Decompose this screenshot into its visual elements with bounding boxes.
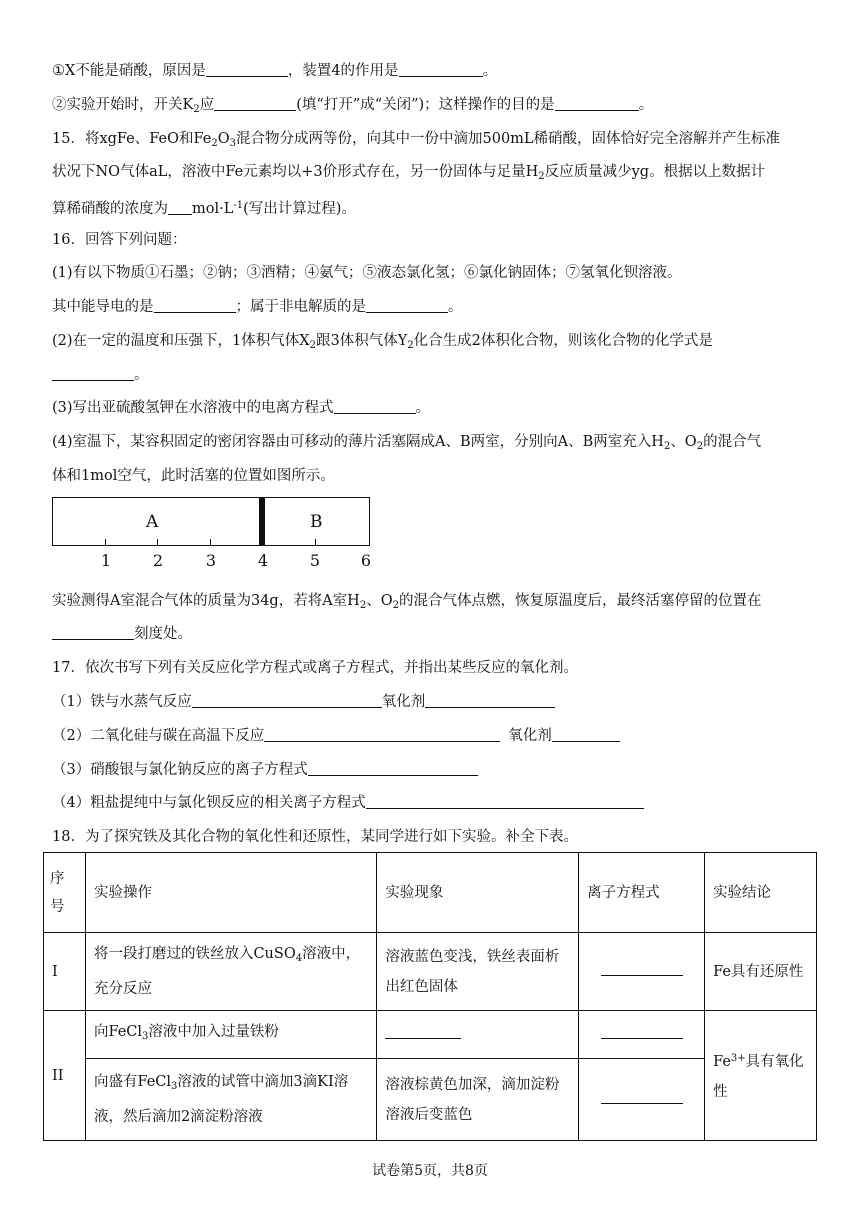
phenomenon-cell: [377, 933, 579, 1011]
operation-cell: [85, 1011, 376, 1059]
tick-label: 1: [100, 551, 112, 570]
cell-text: 性: [713, 1084, 728, 1100]
q16-text: 。: [448, 299, 463, 315]
row-number: I: [44, 933, 86, 1011]
answer-blank[interactable]: [264, 727, 500, 742]
answer-blank[interactable]: [154, 298, 236, 313]
answer-blank[interactable]: [206, 62, 288, 77]
cell-text: 溶液后变蓝色: [385, 1106, 473, 1123]
q16-text: (3)写出亚硫酸氢钾在水溶液中的电离方程式: [52, 400, 334, 416]
answer-blank[interactable]: [366, 298, 448, 313]
header-cell-operation: [85, 853, 376, 933]
subscript: 2: [407, 340, 414, 351]
q15-line-2: [52, 162, 765, 187]
answer-blank[interactable]: [168, 200, 192, 215]
q17-text: （4）粗盐提纯中与氯化钡反应的相关离子方程式: [52, 795, 366, 811]
q16-part-1b: [52, 297, 463, 317]
q15-line-3: [52, 196, 356, 219]
q16-part-4: [52, 432, 761, 457]
cell-text: 充分反应: [93, 981, 152, 997]
tick-label: 2: [152, 551, 164, 570]
subscript: 2: [696, 441, 704, 452]
q16-heading: 16．回答下列问题：: [52, 232, 187, 248]
cell-text: 溶液蓝色变浅，铁丝表面析: [385, 948, 560, 965]
q16-part-5b: [52, 624, 192, 644]
answer-blank[interactable]: [308, 761, 478, 776]
q14-line-2: [52, 95, 653, 120]
q17-item-4: [52, 793, 644, 813]
answer-blank[interactable]: [555, 96, 639, 111]
q16-text: 、O: [670, 434, 697, 450]
chamber-a-label: A: [146, 512, 159, 532]
q16-text: (2)在一定的温度和压强下，1体积气体X: [52, 333, 310, 349]
q16-part-5: [52, 591, 761, 616]
answer-blank[interactable]: [399, 62, 483, 77]
table-row: [44, 1011, 817, 1059]
q17-item-3: [52, 760, 478, 780]
q15-text: 混合物分成两等份，向其中一份中滴加500mL稀硝酸，固体恰好完全溶解并产生标准: [236, 131, 781, 147]
q16-part-4b: 体和1mol空气，此时活塞的位置如图所示。: [52, 468, 335, 484]
q15-text: O: [217, 131, 230, 147]
q16-text: ；属于非电解质的是: [235, 299, 366, 315]
table-row: [44, 1059, 817, 1141]
cell-text: 溶液棕黄色加深，滴加淀粉: [385, 1076, 560, 1093]
answer-blank[interactable]: [334, 399, 416, 414]
q16-part-2: [52, 331, 713, 356]
piston-bar: [259, 497, 265, 546]
q17-text: 氧化剂: [381, 694, 426, 710]
table-header-row: [44, 853, 817, 933]
q16-part-2b: [52, 365, 149, 385]
tick-mark: [315, 539, 316, 546]
cell-text: 出红色固体: [385, 978, 458, 995]
answer-blank[interactable]: [425, 693, 555, 708]
q15-line-1: [52, 129, 780, 154]
q16-text: 、O: [366, 593, 393, 609]
conclusion-cell: Fe具有还原性: [705, 933, 817, 1011]
q16-text: (4)室温下，某容积固定的密闭容器由可移动的薄片活塞隔成A、B两室，分别向A、B两室充入H: [52, 434, 664, 450]
answer-blank[interactable]: [52, 625, 134, 640]
q17-item-1: [52, 692, 555, 712]
answer-blank[interactable]: [601, 1024, 683, 1039]
q14-text: ①X不能是硝酸，原因是: [52, 63, 206, 79]
q17-text: （1）铁与水蒸气反应: [52, 694, 192, 710]
operation-cell: [85, 1059, 376, 1141]
q18-heading: 18．为了探究铁及其化合物的氧化性和还原性，某同学进行如下实验。补全下表。: [52, 829, 578, 845]
q15-text: mol·L: [192, 201, 234, 217]
header-text: 序号: [50, 870, 65, 915]
q16-text: 的混合气: [703, 434, 762, 450]
q16-text: 。: [415, 400, 431, 416]
q16-part-3: [52, 398, 430, 418]
tick-label: 4: [257, 551, 269, 570]
subscript: 2: [538, 171, 545, 182]
subscript: 3: [142, 1031, 149, 1042]
subscript: 3: [229, 138, 236, 149]
answer-blank[interactable]: [385, 1024, 461, 1039]
header-cell-conclusion: [705, 853, 817, 933]
header-text: 离子方程式: [587, 884, 660, 901]
q15-text: (写出计算过程)。: [243, 201, 356, 217]
q16-text: 其中能导电的是: [52, 299, 154, 315]
q15-text: 反应质量减少yg。根据以上数据计: [544, 164, 766, 180]
q17-text: 氧化剂: [508, 728, 552, 744]
q17-text: （3）硝酸银与氯化钠反应的离子方程式: [52, 762, 308, 778]
superscript: -1: [233, 200, 244, 211]
q16-text: 。: [134, 367, 149, 383]
superscript: 3+: [730, 1053, 746, 1064]
answer-blank[interactable]: [601, 1089, 683, 1104]
subscript: 2: [211, 138, 218, 149]
cell-text: 将一段打磨过的铁丝放入CuSO: [93, 946, 296, 962]
page-footer: 试卷第5页，共8页: [372, 1163, 488, 1179]
q15-text: 15．将xgFe、FeO和Fe: [52, 131, 212, 147]
q14-text: 。: [482, 63, 498, 79]
row-number: II: [44, 1011, 86, 1141]
equation-cell: [579, 933, 705, 1011]
tick-mark: [157, 539, 158, 546]
tick-mark: [105, 539, 106, 546]
tick-mark: [210, 539, 211, 546]
cell-text: 溶液的试管中滴加3滴KI溶: [177, 1074, 349, 1090]
q16-text: 实验测得A室混合气体的质量为34g，若将A室H: [52, 593, 360, 609]
cell-text: 向盛有FeCl: [93, 1074, 172, 1090]
q14-text: 。: [638, 97, 654, 113]
subscript: 2: [392, 600, 399, 611]
piston-container-figure: [52, 497, 382, 575]
cell-text: Fe: [713, 1054, 731, 1070]
tick-label: 5: [309, 551, 321, 570]
q14-text: 应: [199, 97, 215, 113]
equation-cell: [579, 1011, 705, 1059]
tick-label: 6: [360, 551, 372, 570]
answer-blank[interactable]: [366, 794, 644, 809]
answer-blank[interactable]: [52, 366, 134, 381]
equation-cell: [579, 1059, 705, 1141]
header-cell-phenomenon: [377, 853, 579, 933]
subscript: 2: [359, 600, 367, 611]
cell-text: 溶液中，: [302, 946, 361, 962]
phenomenon-cell: [377, 1011, 579, 1059]
q17-text: （2）二氧化硅与碳在高温下反应: [52, 728, 265, 744]
q16-text: 的混合气体点燃，恢复原温度后，最终活塞停留的位置在: [398, 593, 762, 609]
answer-blank[interactable]: [214, 96, 296, 111]
experiment-table: [43, 852, 817, 1141]
q16-text: 刻度处。: [134, 626, 192, 642]
operation-cell: [85, 933, 376, 1011]
subscript: 2: [309, 340, 316, 351]
q14-line-1: [52, 61, 497, 81]
subscript: 3: [171, 1081, 178, 1092]
cell-text: 液，然后滴加2滴淀粉溶液: [93, 1109, 263, 1125]
q14-text: ，装置4的作用是: [287, 63, 399, 79]
header-text: 实验操作: [93, 884, 152, 901]
tick-label: 3: [205, 551, 217, 570]
q16-part-1: (1)有以下物质①石墨；②钠；③酒精；④氨气；⑤液态氯化氢；⑥氯化钠固体；⑦氢氧化钡溶液。: [52, 265, 682, 281]
q14-text: (填“打开”成“关闭”)；这样操作的目的是: [296, 97, 555, 113]
header-text: 实验结论: [713, 884, 772, 901]
header-cell-equation: [579, 853, 705, 933]
cell-text: 具有氧化: [745, 1054, 804, 1070]
q17-heading: 17．依次书写下列有关反应化学方程式或离子方程式，并指出某些反应的氧化剂。: [52, 660, 578, 676]
table-row: [44, 933, 817, 1011]
chamber-b-label: B: [310, 512, 323, 532]
subscript: 4: [295, 953, 303, 964]
answer-blank[interactable]: [552, 727, 620, 742]
q15-text: 算稀硝酸的浓度为: [52, 201, 168, 217]
q16-text: 化合生成2体积化合物，则该化合物的化学式是: [413, 333, 713, 349]
subscript: 2: [193, 104, 200, 115]
header-text: 实验现象: [385, 884, 444, 901]
conclusion-cell: [705, 1011, 817, 1141]
header-cell-no: [44, 853, 86, 933]
cell-text: 向FeCl: [93, 1024, 143, 1040]
answer-blank[interactable]: [192, 693, 382, 708]
answer-blank[interactable]: [601, 961, 683, 976]
q16-text: 跟3体积气体Y: [315, 333, 408, 349]
subscript: 2: [663, 441, 671, 452]
q14-text: ②实验开始时，开关K: [52, 97, 194, 113]
phenomenon-cell: [377, 1059, 579, 1141]
cell-text: 溶液中加入过量铁粉: [148, 1024, 279, 1040]
q17-item-2: [52, 726, 620, 746]
q15-text: 状况下NO气体aL，溶液中Fe元素均以+3价形式存在，另一份固体与足量H: [52, 164, 539, 180]
